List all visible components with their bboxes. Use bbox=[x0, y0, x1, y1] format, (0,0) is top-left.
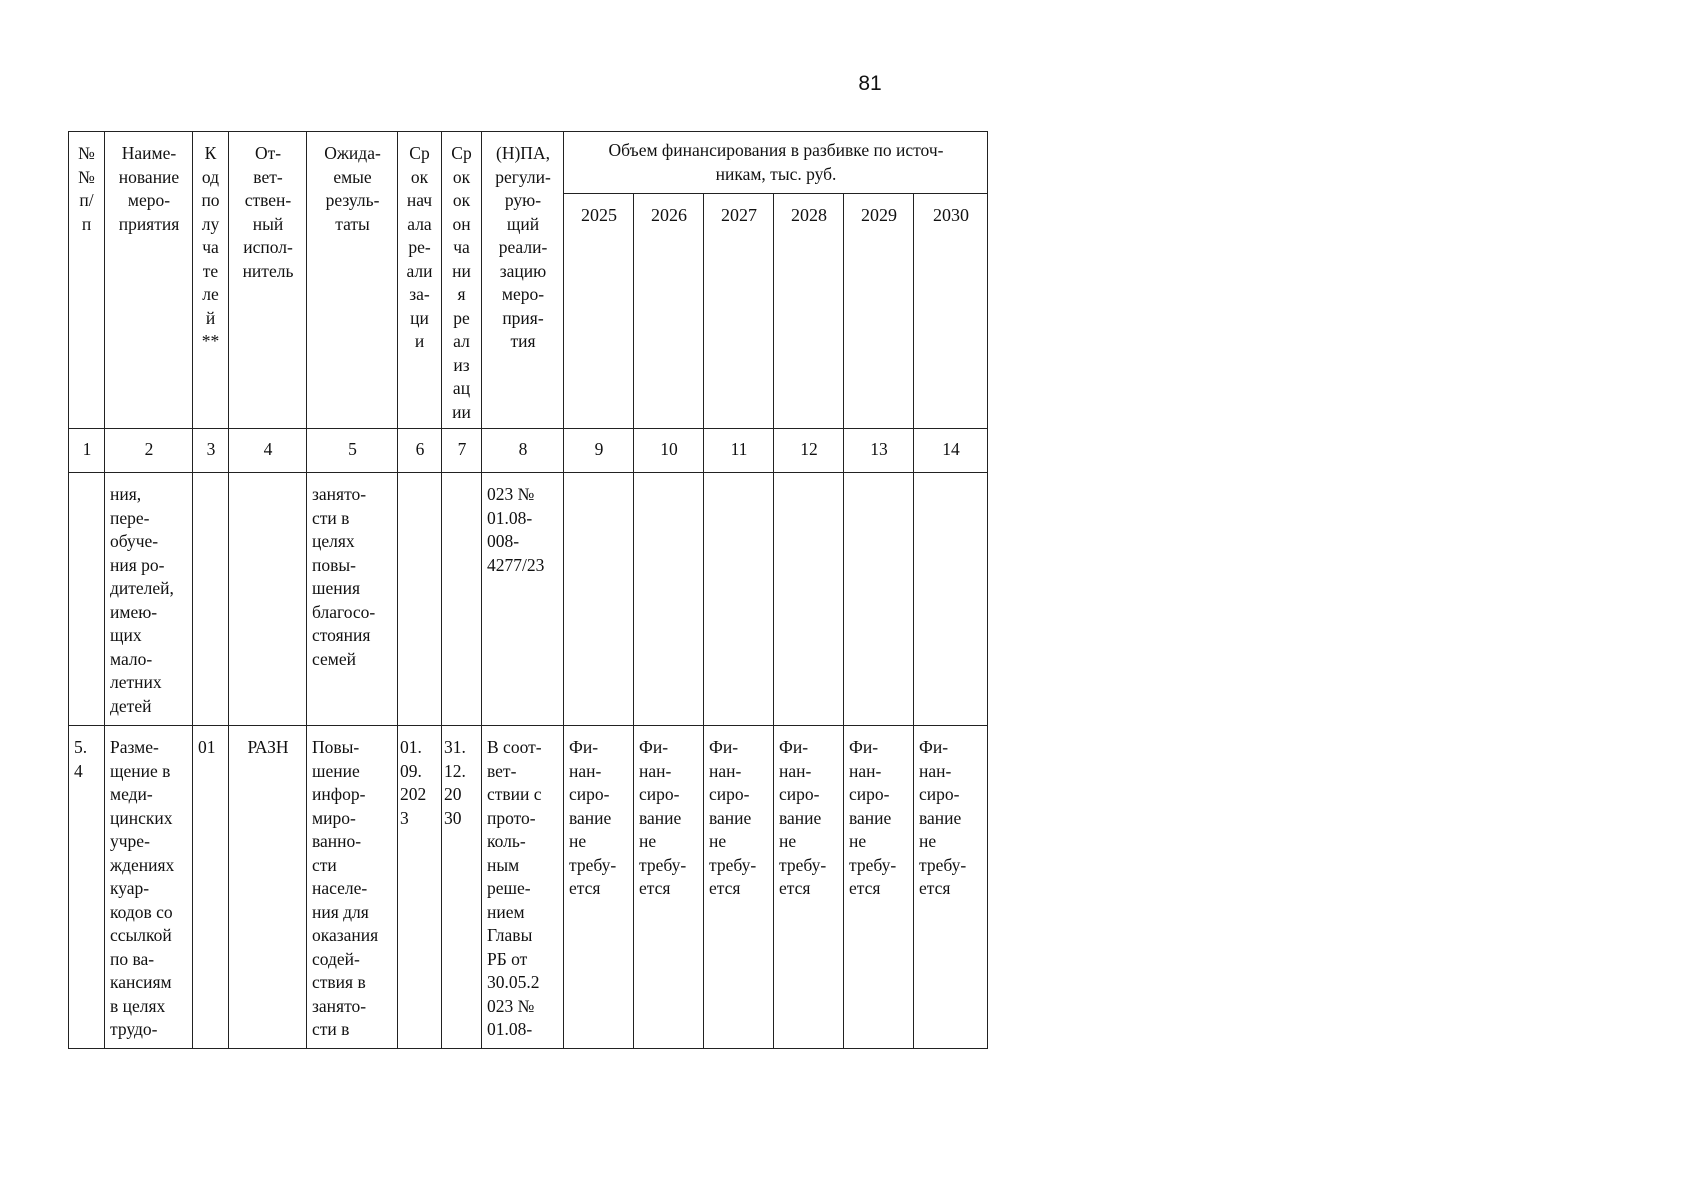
header-year: 2025 bbox=[564, 194, 634, 429]
row-financing bbox=[634, 473, 704, 726]
header-responsible: От- вет- ствен- ный испол- нитель bbox=[229, 132, 307, 429]
header-year: 2028 bbox=[774, 194, 844, 429]
column-number: 11 bbox=[704, 429, 774, 473]
row-recipient-code bbox=[193, 473, 229, 726]
row-financing: Фи- нан- сиро- вание не требу- ется bbox=[564, 726, 634, 1049]
row-recipient-code: 01 bbox=[193, 726, 229, 1049]
row-financing: Фи- нан- сиро- вание не требу- ется bbox=[634, 726, 704, 1049]
row-regulation: В соот- вет- ствии с прото- коль- ным реше- нием Главы РБ от 30.05.2 023 № 01.08- bbox=[482, 726, 564, 1049]
header-recipient-code: К од по лу ча те ле й ** bbox=[193, 132, 229, 429]
row-financing bbox=[704, 473, 774, 726]
row-financing: Фи- нан- сиро- вание не требу- ется bbox=[844, 726, 914, 1049]
column-number: 5 bbox=[307, 429, 398, 473]
column-number: 9 bbox=[564, 429, 634, 473]
row-start-date: 01. 09. 202 3 bbox=[398, 726, 442, 1049]
column-number: 1 bbox=[69, 429, 105, 473]
header-expected-results: Ожида- емые резуль- таты bbox=[307, 132, 398, 429]
column-number: 14 bbox=[914, 429, 988, 473]
page-number: 81 bbox=[858, 72, 882, 95]
header-year: 2030 bbox=[914, 194, 988, 429]
column-number: 4 bbox=[229, 429, 307, 473]
header-financing: Объем финансирования в разбивке по источ- никам, тыс. руб. bbox=[564, 132, 988, 194]
row-measure-name: ния, пере- обуче- ния ро- дителей, имею- щих мало- летних детей bbox=[105, 473, 193, 726]
row-expected-results: занято- сти в целях повы- шения благосо- стояния семей bbox=[307, 473, 398, 726]
table-row bbox=[69, 726, 988, 1049]
row-regulation: 023 № 01.08- 008- 4277/23 bbox=[482, 473, 564, 726]
row-expected-results: Повы- шение инфор- миро- ванно- сти населе- ния для оказания содей- ствия в занято- сти в bbox=[307, 726, 398, 1049]
row-financing bbox=[914, 473, 988, 726]
column-number: 7 bbox=[442, 429, 482, 473]
row-financing bbox=[774, 473, 844, 726]
row-number bbox=[69, 473, 105, 726]
row-financing bbox=[564, 473, 634, 726]
row-financing: Фи- нан- сиро- вание не требу- ется bbox=[704, 726, 774, 1049]
column-numbers-row bbox=[69, 429, 988, 473]
column-number: 10 bbox=[634, 429, 704, 473]
row-responsible bbox=[229, 473, 307, 726]
table-row bbox=[69, 473, 988, 726]
header-year: 2029 bbox=[844, 194, 914, 429]
column-number: 2 bbox=[105, 429, 193, 473]
row-responsible: РАЗН bbox=[229, 726, 307, 1049]
column-number: 6 bbox=[398, 429, 442, 473]
header-start-date: Ср ок нач ала ре- али за- ци и bbox=[398, 132, 442, 429]
row-financing bbox=[844, 473, 914, 726]
header-regulation: (Н)ПА, регули- рую- щий реали- зацию меро- прия- тия bbox=[482, 132, 564, 429]
column-number: 8 bbox=[482, 429, 564, 473]
column-number: 3 bbox=[193, 429, 229, 473]
header-year: 2026 bbox=[634, 194, 704, 429]
measures-table bbox=[68, 131, 988, 1049]
column-number: 13 bbox=[844, 429, 914, 473]
column-number: 12 bbox=[774, 429, 844, 473]
row-financing: Фи- нан- сиро- вание не требу- ется bbox=[914, 726, 988, 1049]
header-measure-name: Наиме- нование меро- приятия bbox=[105, 132, 193, 429]
header-number: № № п/ п bbox=[69, 132, 105, 429]
row-start-date bbox=[398, 473, 442, 726]
table-header-row bbox=[69, 132, 988, 194]
row-financing: Фи- нан- сиро- вание не требу- ется bbox=[774, 726, 844, 1049]
row-end-date bbox=[442, 473, 482, 726]
header-end-date: Ср ок ок он ча ни я ре ал из ац ии bbox=[442, 132, 482, 429]
header-year: 2027 bbox=[704, 194, 774, 429]
row-end-date: 31. 12. 20 30 bbox=[442, 726, 482, 1049]
row-measure-name: Разме- щение в меди- цинских учре- ждениях куар- кодов со ссылкой по ва- кансиям в целях трудо- bbox=[105, 726, 193, 1049]
row-number: 5. 4 bbox=[69, 726, 105, 1049]
